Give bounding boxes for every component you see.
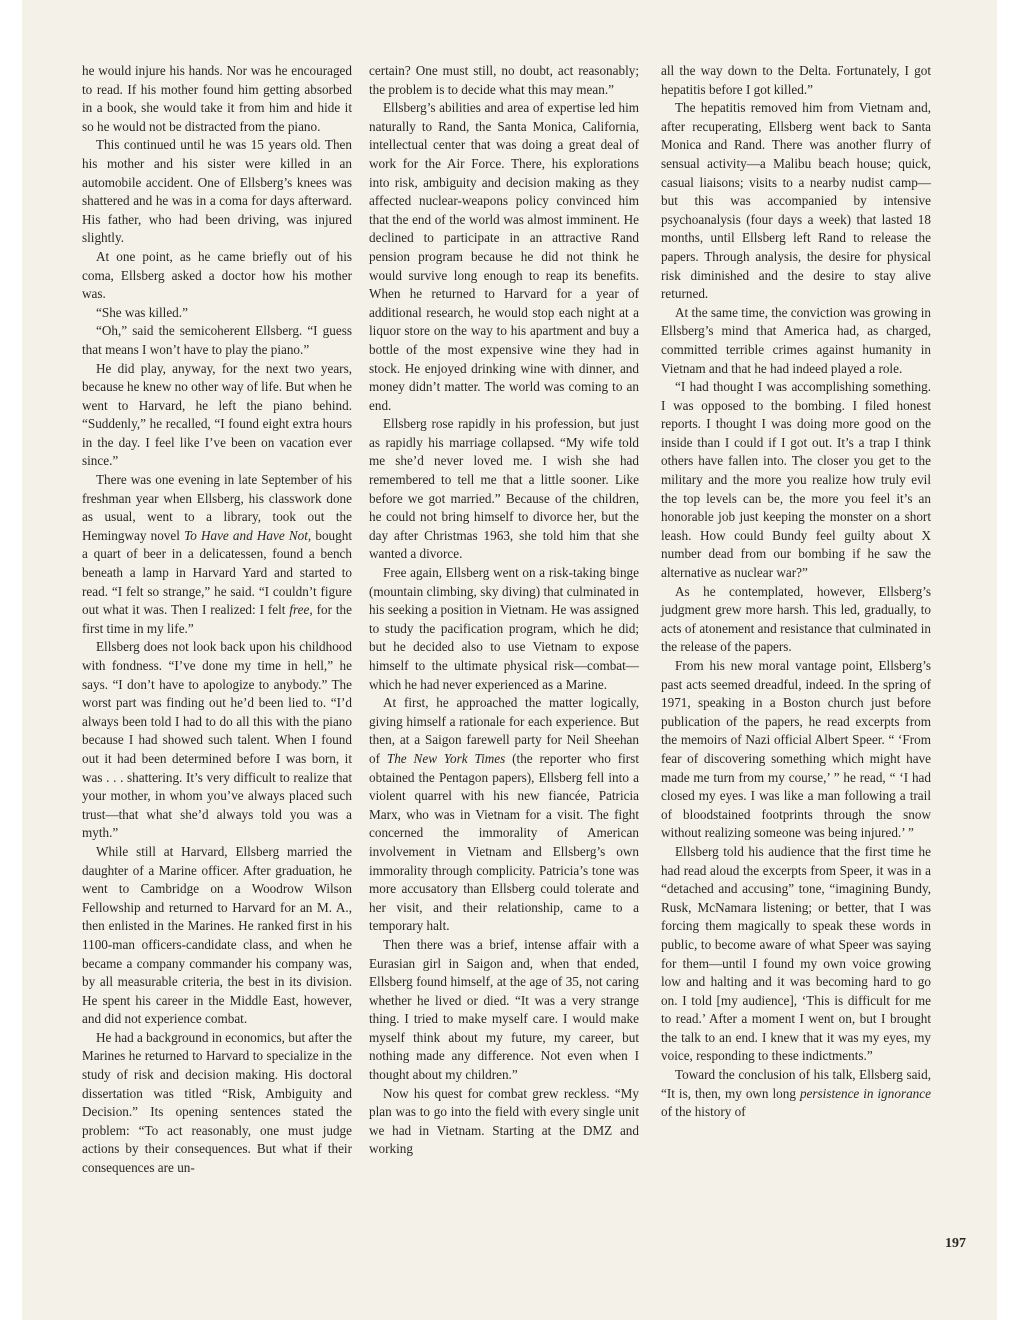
article-paragraph [369, 564, 639, 694]
article-paragraph [82, 304, 352, 323]
paragraph-text: He did play, anyway, for the next two years, because he knew no other way of life. But when he went to Harvard, he left the piano behind. “Suddenly,” he recalled, “I found eight extra hours in the day. I feel like I’ve been on vacation ever since.” [82, 360, 352, 469]
article-paragraph [369, 62, 639, 99]
paragraph-text: of the history of [661, 1104, 746, 1120]
paragraph-text: At the same time, the conviction was growing in Ellsberg’s mind that America had, as charged, committed terrible crimes against humanity in Vietnam and that he had indeed played a role. [661, 304, 932, 376]
paragraph-text: At first, he approached the matter logically, giving himself a rationale for each experience. But then, at a Saigon farewell party for Neil Sheehan of [369, 695, 639, 766]
text-column-2 [369, 62, 639, 1159]
paragraph-text: Now his quest for combat grew reckless. “My plan was to go into the field with every single unit we had in Vietnam. Starting at the DMZ and working [369, 1085, 639, 1157]
paragraph-text: for the first time in my life.” [82, 602, 352, 636]
article-paragraph [661, 304, 931, 378]
article-paragraph [82, 248, 352, 304]
article-paragraph [369, 936, 639, 1085]
article-paragraph [82, 322, 352, 359]
paragraph-text: From his new moral vantage point, Ellsberg’s past acts seemed dreadful, indeed. In the spring of 1971, speaking in a Boston church just before publication of the papers, he read excerpts from the memoirs of Nazi official Albert Speer. “ ‘From fear of discovering something which might have made me turn from my course,’ ” he read, “ ‘I had closed my eyes. I was like a man following a trail of bloodstained footprints through the snow without realizing someone was being injured.’ ” [661, 658, 931, 841]
paragraph-text: Then there was a brief, intense affair with a Eurasian girl in Saigon and, when that ended, Ellsberg found himself, at the age of 35, not caring whether he lived or died. “It was a very strange thing. I tried to make myself care. I would make myself think about my future, my career, but nothing made any difference. Not even when I thought about my children.” [369, 936, 639, 1083]
paragraph-text: (the reporter who first obtained the Pentagon papers), Ellsberg fell into a violent quarrel with his new fiancée, Patricia Marx, who was in Vietnam for a visit. The fight concerned the immorality of American involvement in Vietnam and Ellsberg’s own immorality through complicity. Patricia’s tone was more accusatory than Ellsberg could tolerate and her visit, and their relationship, came to a temporary halt. [369, 750, 639, 934]
paragraph-text: certain? One must still, no doubt, act reasonably; the problem is to decide what this may mean.” [369, 63, 639, 97]
magazine-page [22, 0, 997, 1320]
paragraph-text: Ellsberg rose rapidly in his profession, but just as rapidly his marriage collapsed. “My wife told me she’d never loved me. I wish she had remembered to tell me that a little sooner. Like before we got married.” Because of the children, he could not bring himself to divorce her, but the day after Christmas 1963, she told him that she wanted a divorce. [369, 416, 639, 562]
article-paragraph [661, 62, 931, 99]
paragraph-text: There was one evening in late September of his freshman year when Ellsberg, his classwork done as usual, went to a library, took out the Hemingway novel [82, 472, 352, 543]
italic-text: To Have and Have Not, [184, 527, 312, 543]
article-paragraph [369, 415, 639, 564]
article-paragraph [82, 136, 352, 248]
paragraph-text: The hepatitis removed him from Vietnam and, after recuperating, Ellsberg went back to Santa Monica and Rand. There was another flurry of sensual activity—a Malibu beach house; quick, casual liaisons; visits to a nearby nudist camp—but this was accompanied by intensive psychoanalysis (four days a week) that lasted 18 months, until Ellsberg left Rand to release the papers. Through analysis, the desire for physical risk diminished and the desire to stay alive returned. [661, 100, 931, 302]
article-paragraph [82, 471, 352, 638]
paragraph-text: Toward the conclusion of his talk, Ellsberg said, “It is, then, my own long [661, 1067, 931, 1101]
paragraph-text: Ellsberg told his audience that the first time he had read aloud the excerpts from Speer, it was in a “detached and accusing” tone, “imagining Bundy, Rusk, McNamara listening; or better, that I was forcing them magically to speak these words in public, to become aware of what Speer was saying for them—until I found my own voice growing low and halting and it was becoming hard to go on. I told [my audience], ‘This is difficult for me to read.’ After a moment I went on, but I brought the talk to an end. I knew that it was my eyes, my voice, responding to these indictments.” [661, 843, 931, 1064]
italic-text: free, [289, 602, 313, 618]
article-paragraph [661, 99, 931, 304]
paragraph-text: “Oh,” said the semicoherent Ellsberg. “I guess that means I won’t have to play the piano.” [82, 323, 352, 357]
article-paragraph [82, 638, 352, 843]
paragraph-text: He had a background in economics, but after the Marines he returned to Harvard to specialize in the study of risk and decision making. His doctoral dissertation was titled “Risk, Ambiguity and Decision.” Its opening sentences stated the problem: “To act reasonably, one must judge actions by their consequences. But what if their consequences are un- [82, 1029, 352, 1176]
paragraph-text: While still at Harvard, Ellsberg married the daughter of a Marine officer. After graduation, he went to Cambridge on a Woodrow Wilson Fellowship and returned to Harvard for an M. A., then enlisted in the Marines. He ranked first in his 1100-man officers-candidate class, and when he became a company commander his company was, by all measurable criteria, the best in its division. He spent his career in the Middle East, however, and did not experience combat. [82, 843, 352, 1027]
text-column-1 [82, 62, 352, 1178]
paragraph-text: This continued until he was 15 years old. Then his mother and his sister were killed in an automobile accident. One of Ellsberg’s knees was shattered and he was in a coma for days afterward. His father, who had been driving, was injured slightly. [82, 137, 352, 246]
paragraph-text: he would injure his hands. Nor was he encouraged to read. If his mother found him getting absorbed in a book, she would take it from him and hide it so he would not be distracted from the piano. [82, 63, 352, 134]
paragraph-text: “I had thought I was accomplishing something. I was opposed to the bombing. I filed honest reports. I thought I was doing more good on the inside than I could if I got out. It’s a trap I think others have fallen into. The closer you get to the military and the more you realize how truly evil the top levels can be, the more you feel it’s an honorable job just keeping the monster on a short leash. How could Bundy feel guilty about X number dead from our bombing if he saw the alternative as nuclear war?” [661, 379, 931, 581]
article-paragraph [82, 843, 352, 1029]
italic-text: The New York Times [386, 750, 506, 766]
article-paragraph [82, 1029, 352, 1178]
article-paragraph [661, 657, 931, 843]
paragraph-text: Free again, Ellsberg went on a risk-taking binge (mountain climbing, sky diving) that culminated in his seeking a position in Vietnam. He was assigned to study the pacification program, which he did; but he decided also to use Vietnam to expose himself to the ultimate physical risk—combat—which he had never experienced as a Marine. [369, 565, 639, 692]
article-paragraph [369, 694, 639, 936]
paragraph-text: Ellsberg’s abilities and area of expertise led him naturally to Rand, the Santa Monica, California, intellectual center that was doing a great deal of work for the Air Force. There, his explorations into risk, ambiguity and decision making as they affected nuclear-weapons policy convinced him that the end of the world was almost imminent. He declined to participate in an attractive Rand pension program because he did not think he would survive long enough to reap its benefits. When he returned to Harvard for a year of additional research, he would stop each night at a liquor store on the way to his apartment and buy a bottle of the most expensive wine they had in stock. He enjoyed drinking wine with dinner, and money didn’t matter. The world was coming to an end. [369, 100, 639, 413]
article-paragraph [369, 99, 639, 415]
page-number: 197 [945, 1236, 966, 1251]
article-paragraph [369, 1085, 639, 1159]
paragraph-text: At one point, as he came briefly out of his coma, Ellsberg asked a doctor how his mother was. [82, 248, 352, 302]
paragraph-text: As he contemplated, however, Ellsberg’s judgment grew more harsh. This led, gradually, to acts of atonement and resistance that culminated in the release of the papers. [661, 583, 931, 655]
article-paragraph [661, 583, 931, 657]
article-paragraph [82, 62, 352, 136]
text-column-3 [661, 62, 931, 1122]
article-paragraph [661, 1066, 931, 1122]
paragraph-text: all the way down to the Delta. Fortunately, I got hepatitis before I got killed.” [661, 63, 931, 97]
italic-text: persistence in ignorance [799, 1085, 931, 1101]
article-paragraph [661, 843, 931, 1066]
paragraph-text: “She was killed.” [96, 304, 188, 320]
paragraph-text: bought a quart of beer in a delicatessen, found a bench beneath a lamp in Harvard Yard and started to read. “I felt so strange,” he said. “I couldn’t figure out what it was. Then I realized: I felt [82, 527, 352, 618]
paragraph-text: Ellsberg does not look back upon his childhood with fondness. “I’ve done my time in hell,” he says. “I don’t have to apologize to anybody.” The worst part was finding out he’d been lied to. “I’d always been told I had to do all this with the piano because I had showed such talent. When I found out it had been determined before I was born, it was . . . shattering. It’s very difficult to realize that your mother, in whom you’ve always placed such trust—that what she’d always told you was a myth.” [82, 639, 352, 841]
article-paragraph [82, 360, 352, 472]
article-paragraph [661, 378, 931, 583]
